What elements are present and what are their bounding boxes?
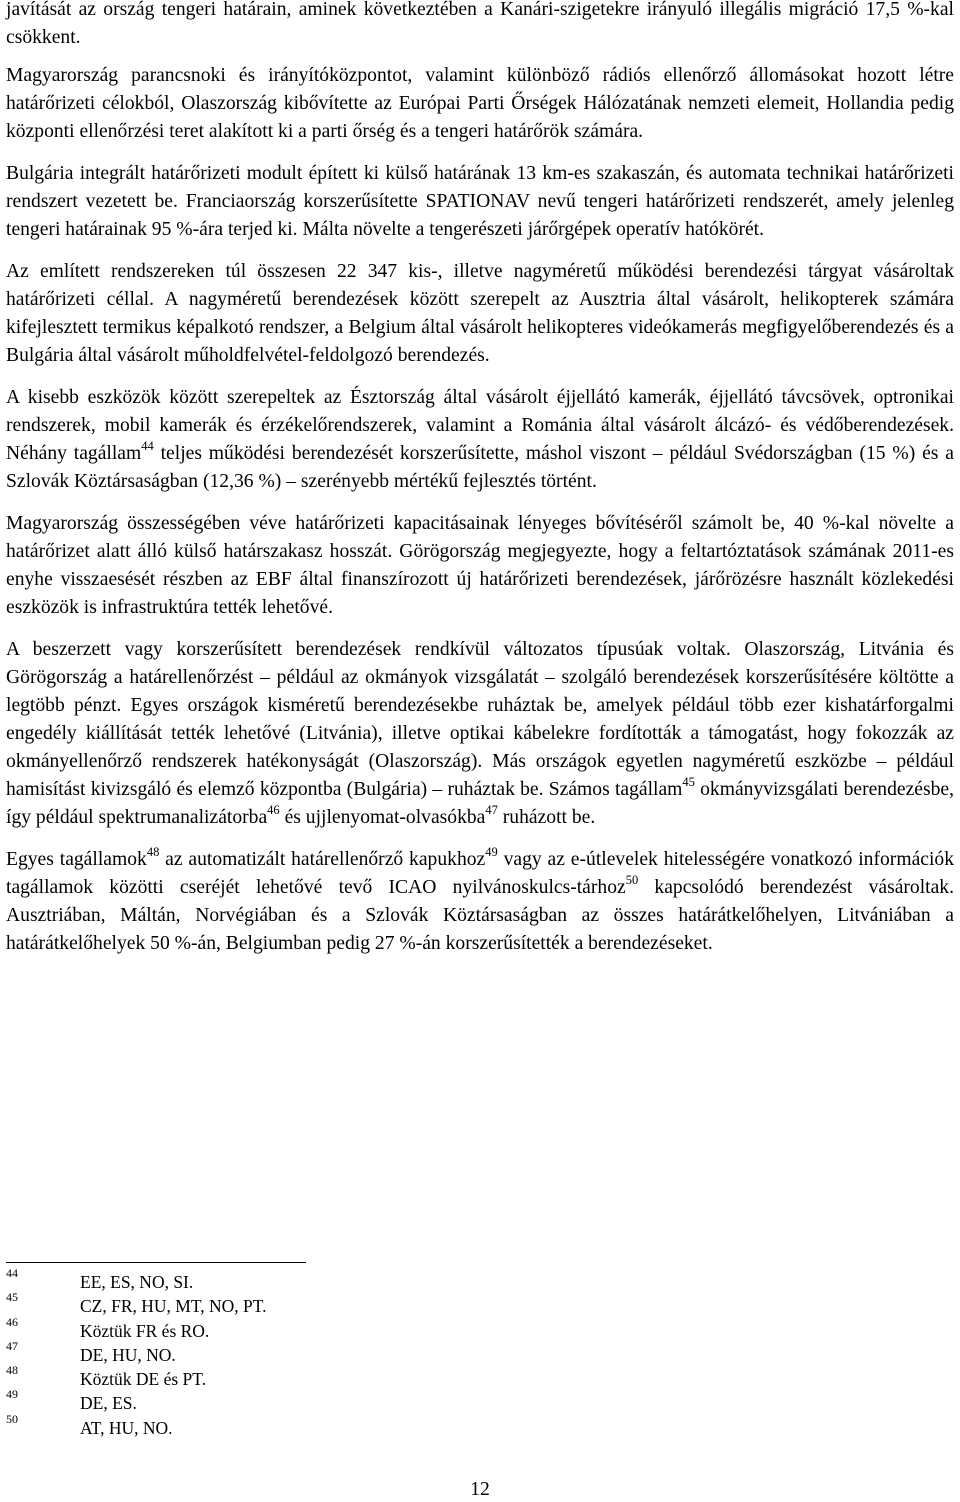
footnote-text: DE, ES.: [80, 1393, 137, 1414]
footnote: [6, 1338, 606, 1367]
footnote: [6, 1387, 606, 1415]
text-span: A beszerzett vagy korszerűsített berendezések rendkívül változatos típusúak voltak. Olaszország, Litvánia és Görögország a határellenőrzést – például az okmányok vizsgálatát – szolgáló berendezések korszerűsítésére költötte a legtöbb pénzt. Egyes országok kisméretű berendezésekbe ruháztak be, amelyek például több ezer kishatárforgalmi engedély kiállítását tették lehetővé (Litvánia), illetve optikai kábelekre fordították a támogatást, hogy fokozzák az okmányellenőrző rendszerek hatékonyságát (Olaszország). Más országok egyetlen nagyméretű eszközbe – például hamisítást kivizsgáló és elemző központba (Bulgária) – ruháztak be. Számos tagállam: [6, 639, 954, 800]
footnote-ref-48[interactable]: 48: [146, 845, 160, 859]
footnote-number: 49: [6, 1387, 18, 1402]
footnote-number: 45: [6, 1290, 18, 1305]
footnote-ref-44[interactable]: 44: [141, 439, 154, 453]
footnote: [6, 1290, 606, 1318]
text-span: teljes működési berendezését korszerűsítette, máshol viszont – például Svédországban (15 %) és a Szlovák Köztársaságban (12,36 %) – szerényebb mértékű fejlesztés történt.: [6, 443, 954, 492]
paragraph: [6, 846, 954, 958]
text-span: az automatizált határellenőrző kapukhoz: [159, 849, 486, 870]
paragraph: Magyarország parancsnoki és irányítóközpontot, valamint különböző rádiós ellenőrző állomásokat hozott létre határőrizeti célokból, Olaszország kibővítette az Európai Parti Őrségek Hálózatának nemzeti elemeit, Hollandia pedig központi ellenőrzési teret alakított ki a parti őrség és a tengeri határőrök számára.: [6, 65, 954, 142]
footnote-ref-46[interactable]: 46: [267, 803, 280, 817]
footnote: [6, 1363, 606, 1391]
paragraph: [6, 636, 954, 832]
paragraph: javítását az ország tengeri határain, aminek következtében a Kanári-szigetekre irányuló illegális migráció 17,5 %-kal csökkent.: [6, 0, 954, 48]
text-span: A kisebb eszközök között szerepeltek az Észtország által vásárolt éjjellátó kamerák, éjjellátó távcsövek, optronikai rendszerek, mobil kamerák és érzékelőrendszerek, valamint a Románia által vásárolt álcázó- és védőberendezések. Néhány tagállam: [6, 387, 954, 464]
footnotes: [6, 1266, 606, 1440]
footnote: [6, 1411, 606, 1440]
footnote-ref-45[interactable]: 45: [682, 775, 695, 789]
paragraph: Magyarország összességében véve határőrizeti kapacitásainak lényeges bővítéséről számolt be, 40 %-kal növelte a határőrizet alatt álló külső határszakasz hosszát. Görögország megjegyezte, hogy a feltartóztatások számának 2011-es enyhe visszaesését részben az EBF által finanszírozott új határőrizeti berendezések, járőrözésre használt közlekedési eszközök is infrastruktúra tették lehetővé.: [6, 513, 954, 618]
body-text: [6, 0, 954, 972]
footnote-text: DE, HU, NO.: [80, 1344, 176, 1365]
footnote-number: 47: [6, 1338, 18, 1353]
paragraph: [6, 384, 954, 496]
paragraph: Bulgária integrált határőrizeti modult épített ki külső határának 13 km-es szakaszán, és automata technikai határőrizeti rendszert vezetett be. Franciaország korszerűsítette SPATIONAV nevű tengeri határőrizeti rendszerét, amely jelenleg tengeri határainak 95 %-ára terjed ki. Málta növelte a tengerészeti járőrgépek operatív hatókörét.: [6, 163, 954, 240]
footnote-ref-49[interactable]: 49: [485, 845, 498, 859]
footnote-text: Köztük FR és RO.: [80, 1320, 210, 1341]
footnote-text: CZ, FR, HU, MT, NO, PT.: [80, 1296, 267, 1317]
footnote-separator: [6, 1262, 306, 1263]
page-number: 12: [470, 1479, 490, 1500]
footnote-ref-50[interactable]: 50: [625, 873, 639, 887]
footnote-number: 46: [6, 1314, 18, 1329]
footnote-text: AT, HU, NO.: [80, 1417, 173, 1438]
text-span: és ujjlenyomat-olvasókba: [279, 807, 486, 828]
footnote-ref-47[interactable]: 47: [485, 803, 498, 817]
footnote-text: Köztük DE és PT.: [80, 1369, 207, 1390]
footnote-text: EE, ES, NO, SI.: [80, 1272, 194, 1292]
text-span: ruházott be.: [497, 807, 596, 828]
text-span: okmányvizsgálati berendezésbe, így például spektrumanalizátorba: [6, 779, 954, 828]
text-span: Egyes tagállamok: [6, 849, 147, 870]
paragraph: Az említett rendszereken túl összesen 22 347 kis-, illetve nagyméretű működési berendezési tárgyat vásároltak határőrizeti céllal. A nagyméretű berendezések között szerepelt az Ausztria által vásárolt, helikopterek számára kifejlesztett termikus képalkotó rendszer, a Belgium által vásárolt helikopteres videókamerás megfigyelőberendezés és a Bulgária által vásárolt műholdfelvétel-feldolgozó berendezés.: [6, 261, 954, 366]
footnote-number: 50: [6, 1411, 18, 1426]
text-span: kapcsolódó berendezést vásároltak. Ausztriában, Máltán, Norvégiában és a Szlovák Köztársaságban az összes határátkelőhelyen, Litvániában a határátkelőhelyek 50 %-án, Belgiumban pedig 27 %-án korszerűsítették a berendezéseket.: [6, 877, 954, 954]
footnote-number: 44: [6, 1266, 18, 1280]
footnote: [6, 1314, 606, 1343]
text-span: vagy az e-útlevelek hitelességére vonatkozó információk tagállamok közötti cseréjét lehetővé tevő ICAO nyilvánoskulcs-tárhoz: [6, 849, 954, 898]
footnote-number: 48: [6, 1363, 18, 1378]
footnote: [6, 1266, 606, 1294]
